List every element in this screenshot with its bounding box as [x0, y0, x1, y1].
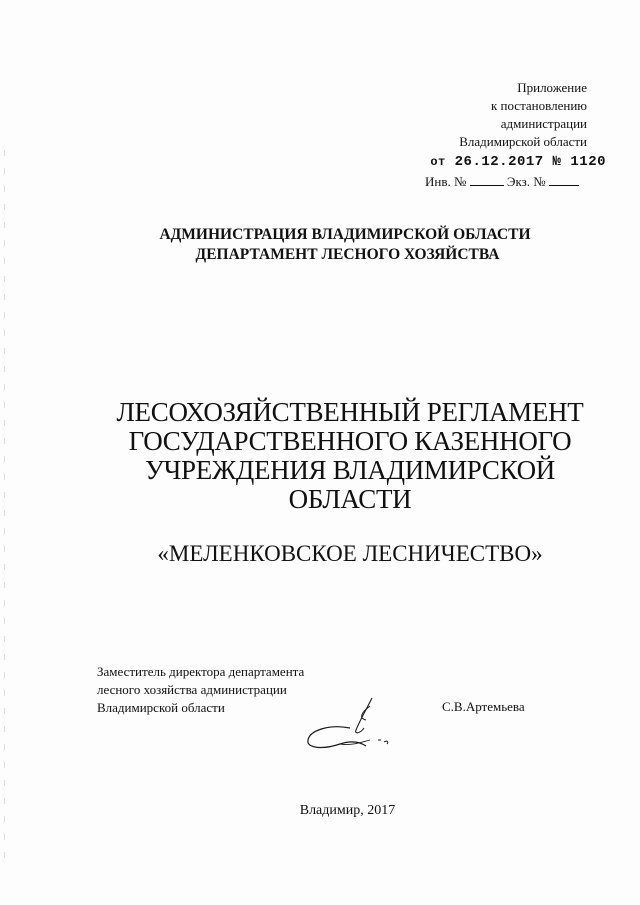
inventory-number-blank: [470, 173, 504, 186]
regulation-title-line-3: УЧРЕЖДЕНИЯ ВЛАДИМИРСКОЙ: [144, 455, 556, 485]
copy-number-blank: [549, 173, 579, 186]
organization-line-1: АДМИНИСТРАЦИЯ ВЛАДИМИРСКОЙ ОБЛАСТИ: [159, 226, 531, 243]
stamp-number-label: №: [552, 154, 562, 170]
regulation-title: [100, 398, 600, 514]
inventory-line: [425, 173, 579, 190]
regulation-title-line-2: ГОСУДАРСТВЕННОГО КАЗЕННОГО: [128, 426, 572, 456]
signatory-name: С.В.Артемьева: [442, 699, 525, 714]
annex-line-2: к постановлению: [490, 98, 587, 113]
stamp-prefix: от: [430, 155, 446, 169]
signatory-position-line-1: Заместитель директора департамента: [97, 664, 305, 679]
signatory-position-line-2: лесного хозяйства администрации: [97, 682, 287, 697]
handwritten-signature: [300, 690, 400, 760]
copy-number-label: Экз. №: [506, 174, 546, 189]
place-and-year: [0, 803, 640, 819]
regulation-title-line-1: ЛЕСОХОЗЯЙСТВЕННЫЙ РЕГЛАМЕНТ: [116, 397, 584, 427]
place-year-text: Владимир, 2017: [299, 803, 396, 818]
organization-line-2: ДЕПАРТАМЕНТ ЛЕСНОГО ХОЗЯЙСТВА: [195, 246, 500, 263]
annex-line-1: Приложение: [517, 80, 587, 95]
stamp-number: 1120: [570, 154, 606, 170]
stamp-date: 26.12.2017: [454, 154, 544, 170]
annex-line-4: Владимирской области: [459, 134, 587, 149]
inventory-number-label: Инв. №: [425, 174, 467, 189]
annex-line-3: администрации: [500, 116, 587, 131]
signatory-position: [97, 663, 304, 717]
forestry-name: «МЕЛЕНКОВСКОЕ ЛЕСНИЧЕСТВО»: [157, 541, 543, 566]
organization-header: [0, 225, 640, 265]
date-number-stamp: [430, 153, 606, 171]
annex-block: [430, 79, 606, 171]
signatory-position-line-3: Владимирской области: [97, 700, 225, 715]
regulation-title-line-4: ОБЛАСТИ: [288, 484, 412, 514]
